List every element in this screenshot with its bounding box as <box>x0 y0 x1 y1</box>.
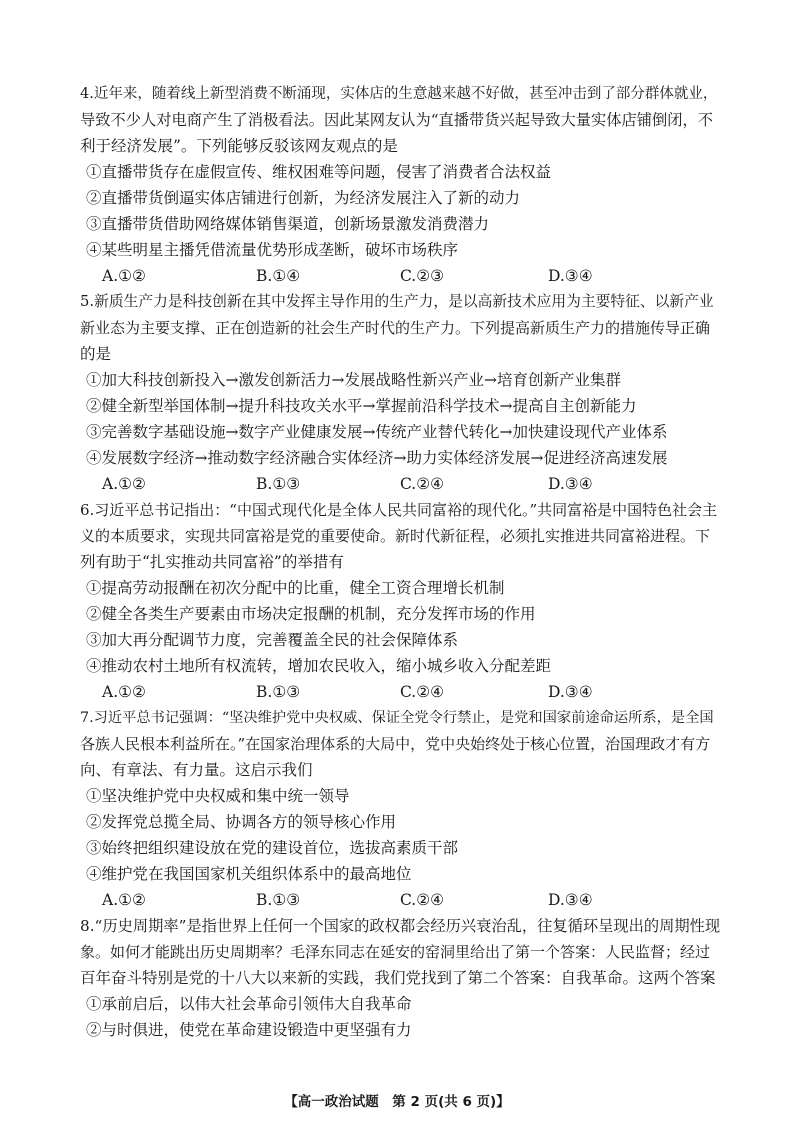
q8-stem-line-1: 8.“历史周期率”是指世界上任何一个国家的政权都会经历兴衰治乱，往复循环呈现出的周期性现 <box>80 917 721 935</box>
q5-item-1: ①加大科技创新投入→激发创新活力→发展战略性新兴产业→培育创新产业集群 <box>86 371 621 389</box>
q4-stem-line-1: 4.近年来，随着线上新型消费不断涌现，实体店的生意越来越不好做，甚至冲击到了部分群体就业， <box>80 86 718 102</box>
q5-item-4: ④发展数字经济→推动数字经济融合实体经济→助力实体经济发展→促进经济高速发展 <box>86 449 668 467</box>
q6-stem-line-2: 义的本质要求，实现共同富裕是党的重要使命。新时代新征程，必须扎实推进共同富裕进程。下 <box>80 527 711 545</box>
q6-option-c: C.②④ <box>400 683 445 701</box>
q4-item-3: ③直播带货借助网络媒体销售渠道，创新场景激发消费潜力 <box>86 215 490 233</box>
q7-option-b: B.①③ <box>256 891 301 909</box>
q4-item-4: ④某些明星主播凭借流量优势形成垄断，破坏市场秩序 <box>86 241 459 259</box>
q5-item-3: ③完善数字基础设施→数字产业健康发展→传统产业替代转化→加快建设现代产业体系 <box>86 423 668 441</box>
q7-item-2: ②发挥党总揽全局、协调各方的领导核心作用 <box>86 813 397 831</box>
q6-option-a: A.①② <box>102 683 146 701</box>
q6-option-d: D.③④ <box>548 683 593 701</box>
q7-option-d: D.③④ <box>548 891 593 909</box>
q5-stem-line-2: 新业态为主要支撑、正在创造新的社会生产时代的生产力。下列提高新质生产力的措施传导正确 <box>80 319 711 337</box>
q4-item-2: ②直播带货倒逼实体店铺进行创新，为经济发展注入了新的动力 <box>86 189 521 207</box>
q7-option-a: A.①② <box>102 891 146 909</box>
q5-stem-line-3: 的是 <box>80 345 112 363</box>
q6-stem-line-3: 列有助于“扎实推动共同富裕”的举措有 <box>80 553 344 571</box>
page-footer: 【高一政治试题 第 2 页(共 6 页)】 <box>284 1094 510 1110</box>
q5-option-a: A.①② <box>102 475 146 493</box>
q4-option-a: A.①② <box>102 267 146 285</box>
q7-item-4: ④维护党在我国国家机关组织体系中的最高地位 <box>86 865 412 883</box>
q7-item-1: ①坚决维护党中央权威和集中统一领导 <box>86 787 350 805</box>
q7-option-c: C.②④ <box>400 891 445 909</box>
q8-item-1: ①承前启后，以伟大社会革命引领伟大自我革命 <box>86 995 412 1013</box>
q6-item-2: ②健全各类生产要素由市场决定报酬的机制，充分发挥市场的作用 <box>86 605 536 623</box>
q6-item-1: ①提高劳动报酬在初次分配中的比重，健全工资合理增长机制 <box>86 579 505 597</box>
q8-stem-line-2: 象。如何才能跳出历史周期率？毛泽东同志在延安的窑洞里给出了第一个答案：人民监督；经过 <box>80 943 711 961</box>
q5-option-b: B.①③ <box>256 475 301 493</box>
q4-option-d: D.③④ <box>548 267 593 285</box>
q7-stem-line-3: 向、有章法、有力量。这启示我们 <box>80 761 313 779</box>
q5-stem-line-1: 5.新质生产力是科技创新在其中发挥主导作用的生产力，是以高新技术应用为主要特征、以新产业 <box>80 293 714 310</box>
q6-item-4: ④推动农村土地所有权流转，增加农民收入，缩小城乡收入分配差距 <box>86 657 552 675</box>
q5-option-d: D.③④ <box>548 475 593 493</box>
q4-option-b: B.①④ <box>256 267 301 285</box>
q7-stem-line-1: 7.习近平总书记强调：“坚决维护党中央权威、保证全党令行禁止，是党和国家前途命运所系，是全国 <box>80 710 714 726</box>
q4-item-1: ①直播带货存在虚假宣传、维权困难等问题，侵害了消费者合法权益 <box>86 163 552 181</box>
q4-option-c: C.②③ <box>400 267 445 285</box>
q7-item-3: ③始终把组织建设放在党的建设首位，选拔高素质干部 <box>86 839 459 857</box>
q8-stem-line-3: 百年奋斗特别是党的十八大以来新的实践，我们党找到了第二个答案：自我革命。这两个答案 <box>80 969 716 987</box>
q4-stem-line-3: 利于经济发展”。下列能够反驳该网友观点的是 <box>80 137 398 155</box>
q6-item-3: ③加大再分配调节力度，完善覆盖全民的社会保障体系 <box>86 631 459 649</box>
q5-option-c: C.②④ <box>400 475 445 493</box>
q5-item-2: ②健全新型举国体制→提升科技攻关水平→掌握前沿科学技术→提高自主创新能力 <box>86 397 637 415</box>
q8-item-2: ②与时俱进，使党在革命建设锻造中更坚强有力 <box>86 1021 412 1039</box>
q6-option-b: B.①③ <box>256 683 301 701</box>
q7-stem-line-2: 各族人民根本利益所在。”在国家治理体系的大局中，党中央始终处于核心位置，治国理政才有方 <box>80 735 711 753</box>
q4-stem-line-2: 导致不少人对电商产生了消极看法。因此某网友认为“直播带货兴起导致大量实体店铺倒闭，不 <box>80 111 714 129</box>
q6-stem-line-1: 6.习近平总书记指出：“中国式现代化是全体人民共同富裕的现代化。”共同富裕是中国特色社会主 <box>80 501 718 519</box>
